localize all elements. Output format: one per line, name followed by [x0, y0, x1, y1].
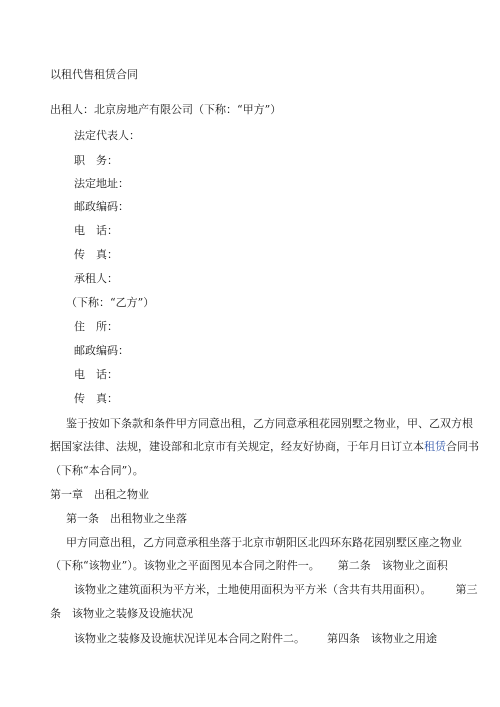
lessee-line: 承租人： — [74, 272, 118, 285]
legal-representative-field: 法定代表人： — [74, 129, 140, 142]
lease-link[interactable]: 租赁 — [424, 440, 446, 453]
lessee-postal-code-field: 邮政编码： — [74, 344, 129, 357]
document-title: 以租代售租赁合同 — [50, 68, 138, 81]
lessor-line: 出租人：北京房地产有限公司（下称：“甲方”） — [50, 103, 282, 116]
article-1-text-2 — [50, 559, 448, 573]
article-1-text-2-body: （下称“该物业”）。该物业之平面图见本合同之附件一。 — [50, 559, 320, 572]
chapter-1-heading: 第一章 出租之物业 — [50, 488, 149, 501]
article-2-text — [74, 583, 478, 597]
lessee-alias: （下称：“乙方”） — [66, 296, 155, 309]
lessee-telephone-field: 电 话： — [74, 368, 118, 381]
preamble-line-2-tail: 合同书 — [446, 440, 479, 453]
preamble-line-2 — [50, 440, 479, 454]
article-3-heading-start: 第三 — [455, 583, 478, 596]
preamble-line-2-text: 据国家法律、法规，建设部和北京市有关规定，经友好协商，于年月日订立本 — [50, 440, 424, 453]
lessee-fax-field: 传 真： — [74, 392, 118, 405]
article-2-heading: 第二条 该物业之面积 — [337, 559, 448, 572]
fax-field: 传 真： — [74, 248, 118, 261]
telephone-field: 电 话： — [74, 224, 118, 237]
legal-address-field: 法定地址： — [74, 177, 129, 190]
position-field: 职 务： — [74, 154, 118, 167]
article-4-heading: 第四条 该物业之用途 — [327, 632, 437, 645]
article-1-heading: 第一条 出租物业之坐落 — [66, 512, 187, 525]
article-3-heading: 条 该物业之装修及设施状况 — [50, 607, 193, 620]
postal-code-field: 邮政编码： — [74, 200, 129, 213]
preamble-line-1: 鉴于按如下条款和条件甲方同意出租，乙方同意承租花园别墅之物业，甲、乙双方根 — [66, 417, 473, 430]
lessee-residence-field: 住 所： — [74, 320, 118, 333]
article-2-text-body: 该物业之建筑面积为平方米，土地使用面积为平方米（含共有共用面积）。 — [74, 583, 432, 596]
preamble-line-3: （下称“本合同”）。 — [50, 464, 144, 477]
article-3-text-body: 该物业之装修及设施状况详见本合同之附件二。 — [74, 632, 305, 645]
article-3-text — [74, 632, 437, 646]
article-1-text-1: 甲方同意出租，乙方同意承租坐落于北京市朝阳区北四环东路花园别墅区座之物业 — [66, 536, 462, 549]
